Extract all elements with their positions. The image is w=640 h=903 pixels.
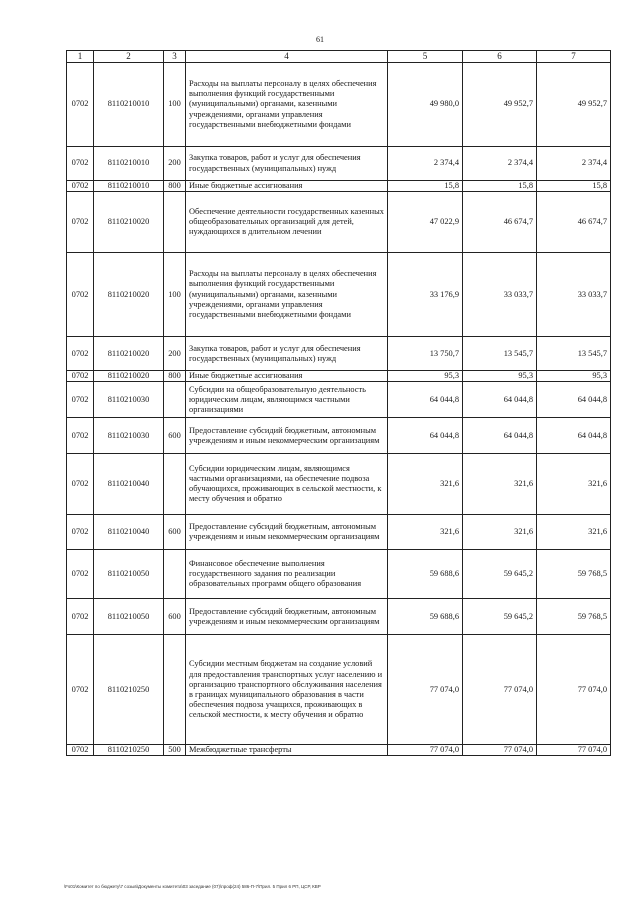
item-name-cell: Закупка товаров, работ и услуг для обеспечения государственных (муниципальных) нужд <box>186 337 388 371</box>
target-article-cell: 8110210040 <box>94 515 164 550</box>
amount-col5-cell: 49 980,0 <box>388 63 463 147</box>
item-name-cell: Закупка товаров, работ и услуг для обеспечения государственных (муниципальных) нужд <box>186 147 388 181</box>
amount-col6-cell: 33 033,7 <box>463 253 537 337</box>
item-name-cell: Субсидии местным бюджетам на создание условий для предоставления транспортных услуг населению и организацию транспортного обслуживания населения в границах муниципального образования в части обеспечения подвоза учащихся, проживающих в сельской местности, к месту обучения и обратно <box>186 635 388 745</box>
item-name-cell: Иные бюджетные ассигнования <box>186 371 388 382</box>
amount-col6-cell: 77 074,0 <box>463 745 537 756</box>
expense-type-cell: 100 <box>164 253 186 337</box>
amount-col5-cell: 13 750,7 <box>388 337 463 371</box>
amount-col5-cell: 47 022,9 <box>388 192 463 253</box>
target-article-cell: 8110210050 <box>94 599 164 635</box>
amount-col5-cell: 321,6 <box>388 454 463 515</box>
target-article-cell: 8110210020 <box>94 337 164 371</box>
target-article-cell: 8110210020 <box>94 371 164 382</box>
target-article-cell: 8110210250 <box>94 745 164 756</box>
section-code-cell: 0702 <box>67 181 94 192</box>
item-name-cell: Субсидии юридическим лицам, являющимся частными организациями, на обеспечение подвоза обучающихся, проживающих в сельской местности, к месту обучения и обратно <box>186 454 388 515</box>
expense-type-cell <box>164 454 186 515</box>
section-code-cell: 0702 <box>67 192 94 253</box>
item-name-cell: Предоставление субсидий бюджетным, автономным учреждениям и иным некоммерческим организациям <box>186 418 388 454</box>
target-article-cell: 8110210010 <box>94 63 164 147</box>
item-name-cell: Предоставление субсидий бюджетным, автономным учреждениям и иным некоммерческим организациям <box>186 599 388 635</box>
amount-col6-cell: 321,6 <box>463 454 537 515</box>
amount-col7-cell: 2 374,4 <box>537 147 611 181</box>
expense-type-cell: 600 <box>164 599 186 635</box>
table-row <box>67 253 611 337</box>
expense-type-cell: 100 <box>164 63 186 147</box>
amount-col5-cell: 33 176,9 <box>388 253 463 337</box>
header-cell: 1 <box>67 51 94 63</box>
item-name-cell: Расходы на выплаты персоналу в целях обеспечения выполнения функций государственными (муниципальными) органами, казенными учреждениями, органами управления государственными внебюджетными фондами <box>186 253 388 337</box>
item-name-cell: Предоставление субсидий бюджетным, автономным учреждениям и иным некоммерческим организациям <box>186 515 388 550</box>
amount-col7-cell: 64 044,8 <box>537 418 611 454</box>
section-code-cell: 0702 <box>67 635 94 745</box>
section-code-cell: 0702 <box>67 745 94 756</box>
target-article-cell: 8110210010 <box>94 147 164 181</box>
amount-col7-cell: 59 768,5 <box>537 550 611 599</box>
expense-type-cell: 800 <box>164 181 186 192</box>
amount-col7-cell: 95,3 <box>537 371 611 382</box>
amount-col7-cell: 15,8 <box>537 181 611 192</box>
target-article-cell: 8110210040 <box>94 454 164 515</box>
header-cell: 2 <box>94 51 164 63</box>
amount-col5-cell: 15,8 <box>388 181 463 192</box>
amount-col5-cell: 2 374,4 <box>388 147 463 181</box>
table-row <box>67 147 611 181</box>
expense-type-cell <box>164 382 186 418</box>
table-row <box>67 181 611 192</box>
item-name-cell: Финансовое обеспечение выполнения государственного задания по реализации образовательных программ общего образования <box>186 550 388 599</box>
section-code-cell: 0702 <box>67 515 94 550</box>
item-name-cell: Обеспечение деятельности государственных казенных общеобразовательных организаций для детей, нуждающихся в длительном лечении <box>186 192 388 253</box>
page-number: 61 <box>316 35 324 44</box>
target-article-cell: 8110210020 <box>94 192 164 253</box>
amount-col7-cell: 77 074,0 <box>537 635 611 745</box>
amount-col6-cell: 15,8 <box>463 181 537 192</box>
section-code-cell: 0702 <box>67 550 94 599</box>
amount-col5-cell: 59 688,6 <box>388 599 463 635</box>
expense-type-cell: 200 <box>164 337 186 371</box>
header-row <box>67 51 611 63</box>
table-row <box>67 599 611 635</box>
amount-col6-cell: 46 674,7 <box>463 192 537 253</box>
table-row <box>67 63 611 147</box>
item-name-cell: Субсидии на общеобразовательную деятельность юридическим лицам, являющимся частными организациями <box>186 382 388 418</box>
amount-col5-cell: 64 044,8 <box>388 418 463 454</box>
section-code-cell: 0702 <box>67 147 94 181</box>
table-row <box>67 337 611 371</box>
table-row <box>67 418 611 454</box>
table-row <box>67 192 611 253</box>
target-article-cell: 8110210030 <box>94 382 164 418</box>
section-code-cell: 0702 <box>67 253 94 337</box>
amount-col6-cell: 64 044,8 <box>463 418 537 454</box>
amount-col6-cell: 2 374,4 <box>463 147 537 181</box>
amount-col7-cell: 13 545,7 <box>537 337 611 371</box>
expense-type-cell: 500 <box>164 745 186 756</box>
file-path-footer: \Fs01\Комитет по бюджету\7 созыв\Документы комитета\03 заседание (07)\проф(24) 586-П-7\Прил. 5 Прил 6 РП, ЦСР, КВР <box>64 884 321 889</box>
amount-col6-cell: 59 645,2 <box>463 599 537 635</box>
amount-col7-cell: 49 952,7 <box>537 63 611 147</box>
table-row <box>67 635 611 745</box>
amount-col7-cell: 77 074,0 <box>537 745 611 756</box>
expense-type-cell: 200 <box>164 147 186 181</box>
amount-col7-cell: 33 033,7 <box>537 253 611 337</box>
budget-table <box>66 50 611 756</box>
amount-col7-cell: 321,6 <box>537 515 611 550</box>
table-row <box>67 550 611 599</box>
section-code-cell: 0702 <box>67 371 94 382</box>
section-code-cell: 0702 <box>67 63 94 147</box>
amount-col5-cell: 59 688,6 <box>388 550 463 599</box>
table-row <box>67 745 611 756</box>
amount-col5-cell: 95,3 <box>388 371 463 382</box>
amount-col6-cell: 59 645,2 <box>463 550 537 599</box>
table-row <box>67 382 611 418</box>
expense-type-cell <box>164 635 186 745</box>
amount-col6-cell: 13 545,7 <box>463 337 537 371</box>
item-name-cell: Расходы на выплаты персоналу в целях обеспечения выполнения функций государственными (муниципальными) органами, казенными учреждениями, органами управления государственными внебюджетными фондами <box>186 63 388 147</box>
amount-col6-cell: 321,6 <box>463 515 537 550</box>
target-article-cell: 8110210030 <box>94 418 164 454</box>
table-row <box>67 454 611 515</box>
target-article-cell: 8110210050 <box>94 550 164 599</box>
target-article-cell: 8110210010 <box>94 181 164 192</box>
header-cell: 4 <box>186 51 388 63</box>
item-name-cell: Иные бюджетные ассигнования <box>186 181 388 192</box>
target-article-cell: 8110210020 <box>94 253 164 337</box>
header-cell: 6 <box>463 51 537 63</box>
header-cell: 7 <box>537 51 611 63</box>
section-code-cell: 0702 <box>67 418 94 454</box>
amount-col5-cell: 77 074,0 <box>388 745 463 756</box>
section-code-cell: 0702 <box>67 382 94 418</box>
amount-col7-cell: 321,6 <box>537 454 611 515</box>
expense-type-cell <box>164 192 186 253</box>
target-article-cell: 8110210250 <box>94 635 164 745</box>
amount-col7-cell: 64 044,8 <box>537 382 611 418</box>
header-cell: 5 <box>388 51 463 63</box>
header-cell: 3 <box>164 51 186 63</box>
amount-col5-cell: 64 044,8 <box>388 382 463 418</box>
amount-col6-cell: 49 952,7 <box>463 63 537 147</box>
amount-col6-cell: 95,3 <box>463 371 537 382</box>
item-name-cell: Межбюджетные трансферты <box>186 745 388 756</box>
section-code-cell: 0702 <box>67 599 94 635</box>
expense-type-cell: 800 <box>164 371 186 382</box>
section-code-cell: 0702 <box>67 337 94 371</box>
section-code-cell: 0702 <box>67 454 94 515</box>
amount-col5-cell: 77 074,0 <box>388 635 463 745</box>
expense-type-cell: 600 <box>164 418 186 454</box>
amount-col6-cell: 64 044,8 <box>463 382 537 418</box>
amount-col7-cell: 46 674,7 <box>537 192 611 253</box>
expense-type-cell <box>164 550 186 599</box>
table-row <box>67 371 611 382</box>
amount-col7-cell: 59 768,5 <box>537 599 611 635</box>
expense-type-cell: 600 <box>164 515 186 550</box>
amount-col6-cell: 77 074,0 <box>463 635 537 745</box>
amount-col5-cell: 321,6 <box>388 515 463 550</box>
table-row <box>67 515 611 550</box>
